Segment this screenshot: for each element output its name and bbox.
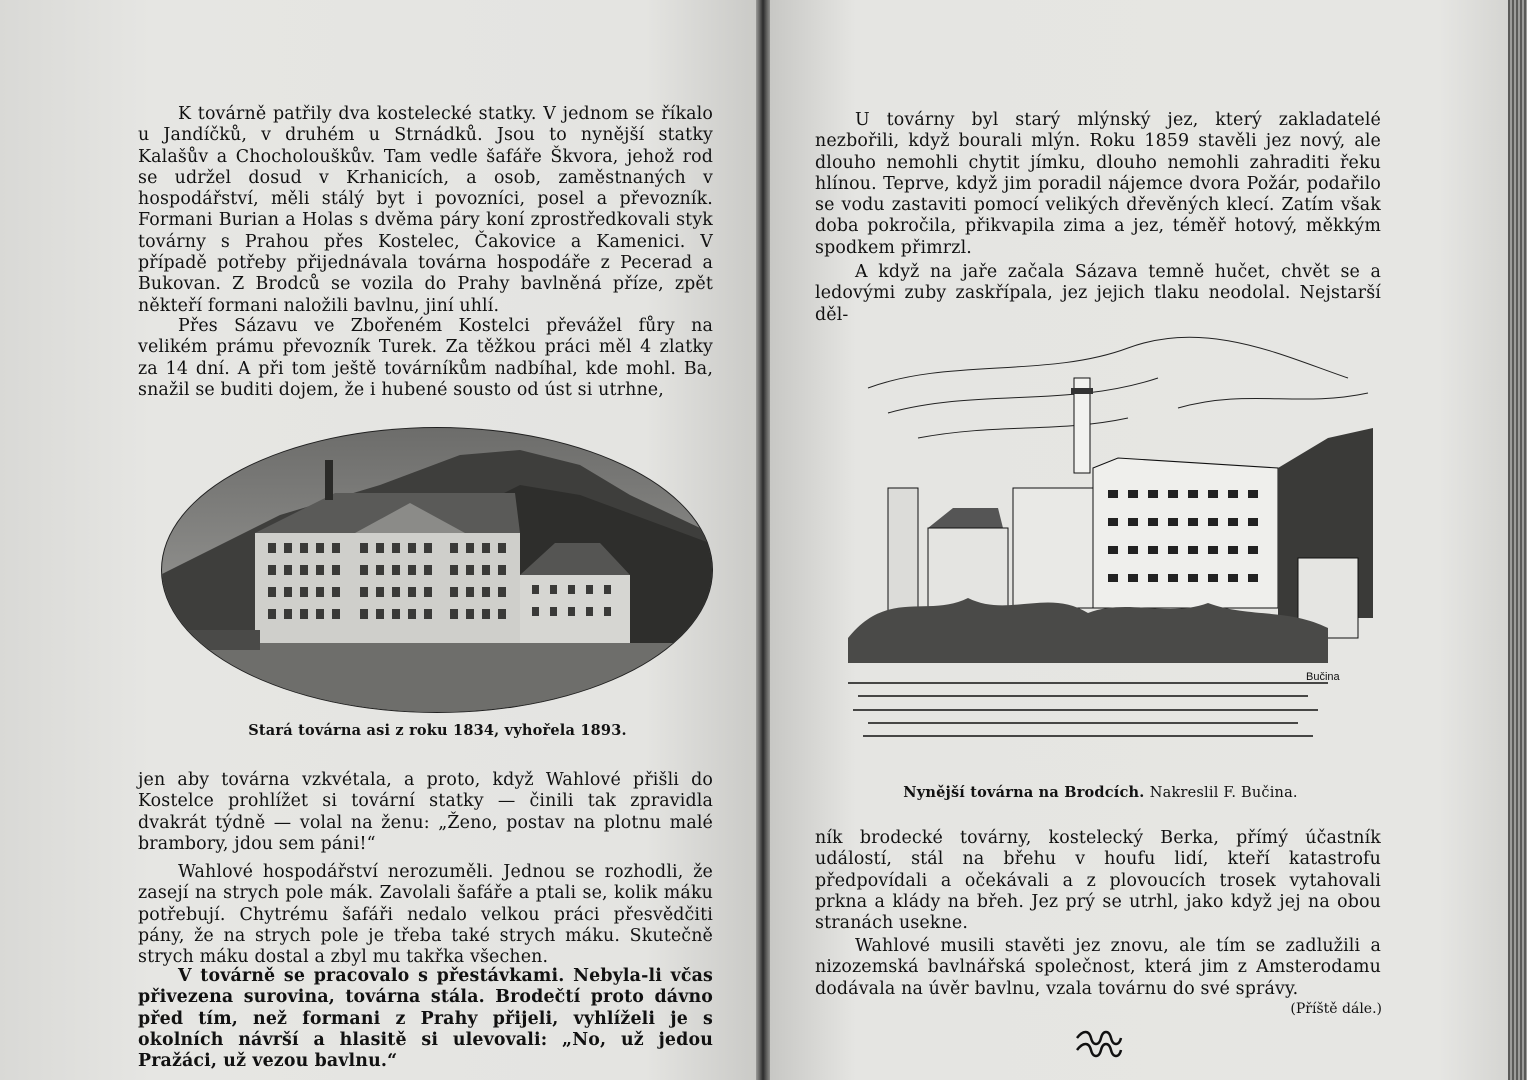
new-factory-illustration (828, 318, 1373, 758)
paragraph-zadluzili: Wahlové musili stavěti jez znovu, ale tím se zadlužili a nizozemská bavlnářská společnost, která jim z Amsterodamu dodávala na úvěr bavlnu, vzala továrnu do své správy. (815, 936, 1381, 999)
paragraph-berka: ník brodecké továrny, kostelecký Berka, přímý účastník událostí, stál na břehu v houfu lidí, kteří katastrofu předpovídali a očekávali a z plovoucích trosek vytahovali prkna a klády na břeh. Jez prý se utrhl, jako když jej na obou stranách usekne. (815, 828, 1381, 934)
caption-old-factory: Stará továrna asi z roku 1834, vyhořela 1893. (248, 722, 627, 739)
continued-note: (Příště dále.) (1290, 1001, 1382, 1017)
old-factory-illustration (160, 425, 715, 715)
book-gutter (756, 0, 770, 1080)
paragraph-prestavky: V továrně se pracovalo s přestávkami. Nebyla-li včas přivezena surovina, továrna stála. Brodečtí proto dávno před tím, než formani z Prahy přijeli, vyhlíželi je s okolních návrší a hlasitě si ulevovali: „No, už jedou Pražáci, už vezou bavlnu.“ (138, 966, 713, 1072)
paragraph-statky: K továrně patřily dva kostelecké statky. V jednom se říkalo u Jandíčků, v druhém u Strnádků. Jsou to nynější statky Kalašův a Chocholouškův. Tam vedle šafáře Škvora, jehož rod se udržel dosud v Krhanicích, a osob, zaměstnaných v hospodářství, měli stálý byt i povozníci, posel a převozník. Formani Burian a Holas s dvěma páry koní zprostředkovali styk továrny s Prahou přes Kostelec, Čakovice a Kamenici. V případě potřeby přijednávala továrna hospodáře z Pecerad a Bukovan. Z Brodců se vozila do Prahy bavlněná příze, zpět někteří formani naložili bavlnu, jiní uhlí. (138, 104, 713, 316)
caption-new-factory-author: Nakreslil F. Bučina. (1149, 785, 1298, 801)
illustration-signature: Bučina (1306, 671, 1340, 683)
paragraph-jez: U továrny byl starý mlýnský jez, který zakladatelé nezbořili, když bourali mlýn. Roku 1859 stavěli jez nový, ale dlouho nemohli chytit jímku, dlouho nemohli zahraditi řeku hlínou. Teprve, když jim poradil nájemce dvora Požár, podařilo se vodu zastaviti pomocí velikých dřevěných klecí. Zatím však doba pokročila, přikvapila zima a jez, téměř hotový, měkkým spodkem přimrzl. (815, 110, 1381, 258)
caption-new-factory (828, 784, 1373, 801)
ornament-icon (1075, 1028, 1123, 1058)
paragraph-jaro: A když na jaře začala Sázava temně hučet, chvět se a ledovými zuby zaskřípala, jez jejich tlaku neodolal. Nejstarší děl- (815, 262, 1381, 325)
caption-new-factory-title: Nynější továrna na Brodcích. (903, 784, 1145, 801)
paragraph-wahlove-prisli: jen aby továrna vzkvétala, a proto, když Wahlové přišli do Kostelce prohlížet si tovární statky — činili tak zpravidla dvakrát týdně — volal na ženu: „Ženo, postav na plotnu malé brambory, jdou sem páni!“ (138, 770, 713, 854)
paragraph-mak: Wahlové hospodářství nerozuměli. Jednou se rozhodli, že zasejí na strych pole mák. Zavolali šafáře a ptali se, kolik máku potřebují. Chytrému šafáři nedalo velkou práci přesvědčiti pány, že na strych pole je třeba také strych máku. Skutečně strych máku dostal a zbyl mu takřka všechen. (138, 862, 713, 968)
paragraph-prevoznik: Přes Sázavu ve Zbořeném Kostelci převážel fůry na velikém prámu převozník Turek. Za těžkou práci měl 4 zlatky za 14 dní. A při tom ještě továrníkům nadbíhal, kde mohl. Ba, snažil se buditi dojem, že i hubené sousto od úst si utrhne, (138, 316, 713, 400)
page-edges (1508, 0, 1527, 1080)
